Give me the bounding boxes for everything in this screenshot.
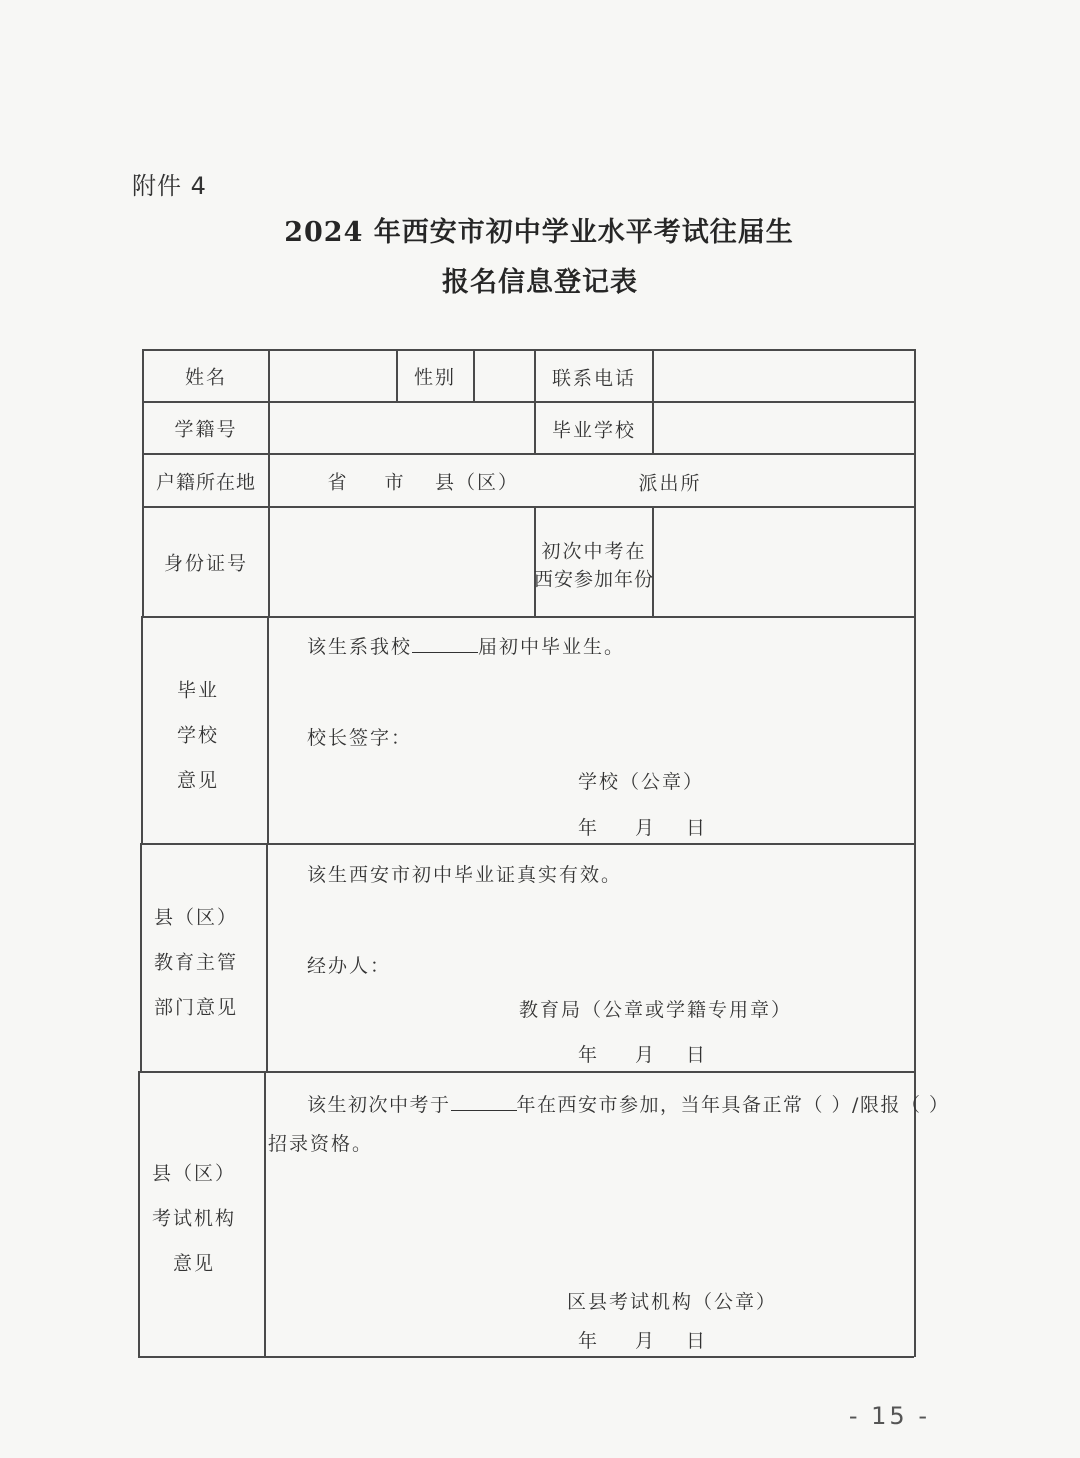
education-opinion-label-3: 部门意见 (153, 996, 239, 1019)
education-statement: 该生西安市初中毕业证真实有效。 (307, 864, 623, 886)
education-opinion-label-2: 教育主管 (153, 951, 239, 974)
education-seal-label: 教育局（公章或学籍专用章） (519, 999, 793, 1021)
exam-opinion-label-2: 考试机构 (151, 1207, 237, 1230)
v-line (534, 506, 536, 616)
first-exam-year-field[interactable] (654, 508, 914, 616)
school-opinion-label-1: 毕业 (176, 679, 220, 702)
id-number-field[interactable] (270, 508, 534, 616)
v-line (534, 349, 536, 453)
v-line-label (264, 1071, 266, 1357)
form-title-line2: 报名信息登记表 (442, 267, 638, 298)
exam-seal-label: 区县考试机构（公章） (567, 1291, 778, 1313)
page-number: - 15 - (848, 1402, 930, 1430)
name-field[interactable] (270, 351, 396, 401)
school-opinion-label-3: 意见 (176, 769, 220, 792)
grad-school-label: 毕业学校 (551, 419, 637, 442)
h-line (139, 1071, 915, 1073)
exam-statement: 该生初次中考于 年在西安市参加，当年具备正常（ ）/限报（ ） (307, 1094, 950, 1116)
h-line (140, 843, 915, 845)
city-label: 市 (384, 471, 406, 494)
school-seal-label: 学校（公章） (578, 771, 705, 793)
exam-opinion-label-1: 县（区） (151, 1162, 237, 1185)
v-line-left (141, 616, 143, 843)
v-line-right (914, 349, 916, 1357)
grad-school-field[interactable] (654, 403, 914, 453)
education-date-month: 月 (635, 1044, 657, 1066)
v-line-label (267, 616, 269, 843)
education-date-year: 年 (578, 1044, 600, 1066)
education-handler-label: 经办人： (307, 955, 392, 977)
v-line-label (266, 843, 268, 1071)
school-date-year: 年 (578, 817, 600, 839)
student-id-field[interactable] (270, 403, 534, 453)
v-line-left (138, 1071, 140, 1358)
v-line-left (140, 843, 142, 1071)
first-exam-label-line2: 西安参加年份 (533, 568, 655, 591)
exam-opinion-label-3: 意见 (172, 1252, 216, 1275)
county-label: 县（区） (434, 471, 520, 494)
education-opinion-label-1: 县（区） (153, 906, 239, 929)
school-statement: 该生系我校 届初中毕业生。 (307, 636, 626, 658)
first-exam-label-line1: 初次中考在 (541, 540, 647, 563)
attachment-label: 附件 4 (132, 172, 207, 200)
school-date-month: 月 (635, 817, 657, 839)
household-label: 户籍所在地 (155, 471, 257, 494)
province-label: 省 (327, 471, 349, 494)
phone-field[interactable] (654, 351, 914, 401)
v-line-left (142, 349, 144, 616)
gender-field[interactable] (475, 351, 534, 401)
form-title-line1: 2024 年西安市初中学业水平考试往届生 (284, 217, 794, 248)
h-line (138, 1356, 914, 1358)
exam-date-year: 年 (578, 1330, 600, 1352)
exam-date-month: 月 (635, 1330, 657, 1352)
police-station-label: 派出所 (638, 472, 702, 495)
graduation-year-blank[interactable] (412, 634, 478, 653)
name-label: 姓名 (184, 366, 228, 389)
first-exam-year-blank[interactable] (451, 1092, 517, 1111)
id-number-label: 身份证号 (163, 552, 249, 575)
education-date-day: 日 (686, 1044, 708, 1066)
phone-label: 联系电话 (551, 367, 637, 390)
exam-statement-line2: 招录资格。 (268, 1133, 374, 1155)
exam-date-day: 日 (686, 1330, 708, 1352)
student-id-label: 学籍号 (174, 418, 238, 441)
principal-signature-label: 校长签字： (307, 727, 413, 749)
school-opinion-label-2: 学校 (176, 724, 220, 747)
school-date-day: 日 (686, 817, 708, 839)
gender-label: 性别 (413, 366, 457, 389)
h-line (142, 453, 916, 455)
h-line (141, 616, 916, 618)
v-line (396, 349, 398, 401)
